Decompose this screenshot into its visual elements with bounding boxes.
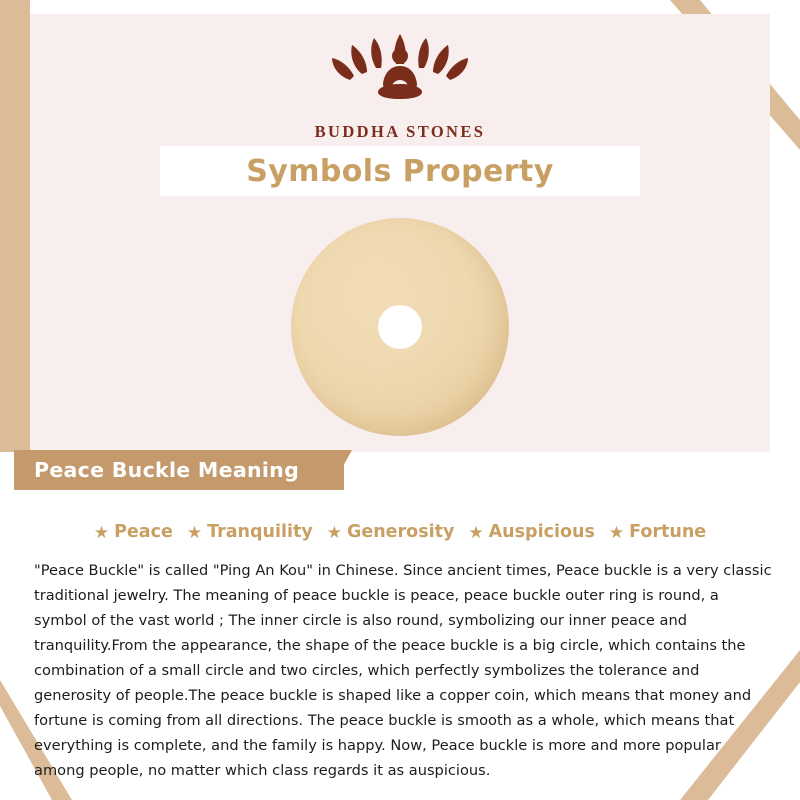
- keyword-item: [609, 522, 706, 542]
- keyword-item: [468, 522, 594, 542]
- keyword-label: Fortune: [629, 522, 707, 542]
- keyword-label: Generosity: [346, 522, 455, 542]
- star-icon: ★: [326, 522, 342, 542]
- keyword-list: [0, 522, 800, 542]
- illustration-area: [0, 218, 800, 448]
- disc-inner-hole: [378, 305, 422, 349]
- keyword-item: [94, 522, 173, 542]
- lotus-meditation-icon: [320, 18, 480, 118]
- star-icon: ★: [468, 522, 484, 542]
- keyword-item: [327, 522, 455, 542]
- title-banner: [160, 146, 640, 196]
- star-icon: ★: [93, 522, 110, 542]
- keyword-item: [187, 522, 313, 542]
- keyword-label: Tranquility: [207, 522, 313, 542]
- star-icon: ★: [186, 522, 203, 542]
- star-icon: ★: [608, 522, 625, 542]
- description-paragraph: "Peace Buckle" is called "Ping An Kou" in Chinese. Since ancient times, Peace buckle is a very classic traditional jewelry. The meaning of peace buckle is peace, peace buckle outer ring is round, a symbol of the vast world ; The inner circle is also round, symbolizing our inner peace and tranquility.From the appearance, the shape of the peace buckle is a big circle, which contains the combination of a small circle and two circles, which perfectly symbolizes the tolerance and generosity of people.The peace buckle is shaped like a copper coin, which means that money and fortune is coming from all directions. The peace buckle is smooth as a whole, which means that everything is complete, and the family is happy. Now, Peace buckle is more and more popular among people, no matter which class regards it as auspicious.: [34, 562, 772, 779]
- section-ribbon: [14, 450, 344, 490]
- section-ribbon-label: Peace Buckle Meaning: [34, 458, 300, 482]
- peace-buckle-disc-icon: [291, 218, 509, 436]
- section-ribbon-tail: [330, 450, 352, 490]
- brand-name: BUDDHA STONES: [314, 122, 486, 141]
- keyword-label: Peace: [114, 522, 173, 542]
- page-title: Symbols Property: [246, 153, 554, 189]
- keyword-label: Auspicious: [488, 522, 595, 542]
- brand-logo: [0, 18, 800, 142]
